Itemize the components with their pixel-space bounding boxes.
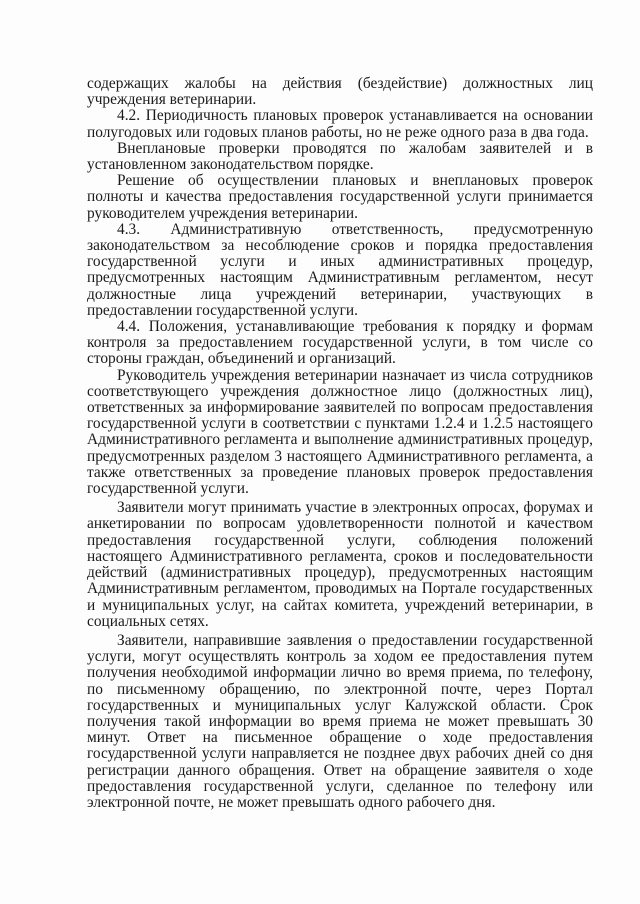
paragraph-1: содержащих жалобы на действия (бездействие) должностных лиц учреждения ветеринарии. <box>87 75 593 109</box>
paragraph-applicants-control: Заявители, направившие заявления о предоставлении государственной услуги, могут осуществлять контроль за ходом ее предоставления путем получения необходимой информации лично во время приема, по телефону, по письменному обращению, по электронной почте, через Портал государственных и муниципальных услуг Калужской области. Срок получения такой информации во время приема не может превышать 30 минут. Ответ на письменное обращение о ходе предоставления государственной услуги направляется не позднее двух рабочих дней со дня регистрации данного обращения. Ответ на обращение заявителя о ходе предоставления государственной услуги, сделанное по телефону или электронной почте, не может превышать одного рабочего дня. <box>87 631 593 811</box>
paragraph-unscheduled-checks: Внеплановые проверки проводятся по жалобам заявителей и в установленном законодательством порядке. <box>87 139 593 174</box>
paragraph-checks-decision: Решение об осуществлении плановых и внеплановых проверок полноты и качества предоставления государственной услуги принимается руководителем учреждения ветеринарии. <box>87 172 593 222</box>
paragraph-applicants-surveys: Заявители могут принимать участие в электронных опросах, форумах и анкетировании по вопросам удовлетворенности полнотой и качеством предоставления государственной услуги, соблюдения положений настоящего Административного регламента, сроков и последовательности действий (административных процедур), предусмотренных настоящим Административным регламентом, проводимых на Портале государственных и муниципальных услуг, на сайтах комитета, учреждений ветеринарии, в социальных сетях. <box>87 499 593 630</box>
document-body <box>87 76 593 811</box>
paragraph-4-3: 4.3. Административную ответственность, предусмотренную законодательством за несоблюдение сроков и порядка предоставления государственной услуги и иных административных процедур, предусмотренных настоящим Административным регламентом, несут должностные лица учреждений ветеринарии, участвующих в предоставлении государственной услуги. <box>87 220 593 319</box>
paragraph-4-2: 4.2. Периодичность плановых проверок устанавливается на основании полугодовых или годовых планов работы, но не реже одного раза в два года. <box>87 107 593 141</box>
paragraph-head-appoints: Руководитель учреждения ветеринарии назначает из числа сотрудников соответствующего учреждения должностное лицо (должностных лиц), ответственных за информирование заявителей по вопросам предоставления государственной услуги в соответствии с пунктами 1.2.4 и 1.2.5 настоящего Административного регламента и выполнение административных процедур, предусмотренных разделом 3 настоящего Административного регламента, а также ответственных за проведение плановых проверок предоставления государственной услуги. <box>87 366 593 498</box>
paragraph-4-4: 4.4. Положения, устанавливающие требования к порядку и формам контроля за предоставлением государственной услуги, в том числе со стороны граждан, объединений и организаций. <box>87 318 593 368</box>
